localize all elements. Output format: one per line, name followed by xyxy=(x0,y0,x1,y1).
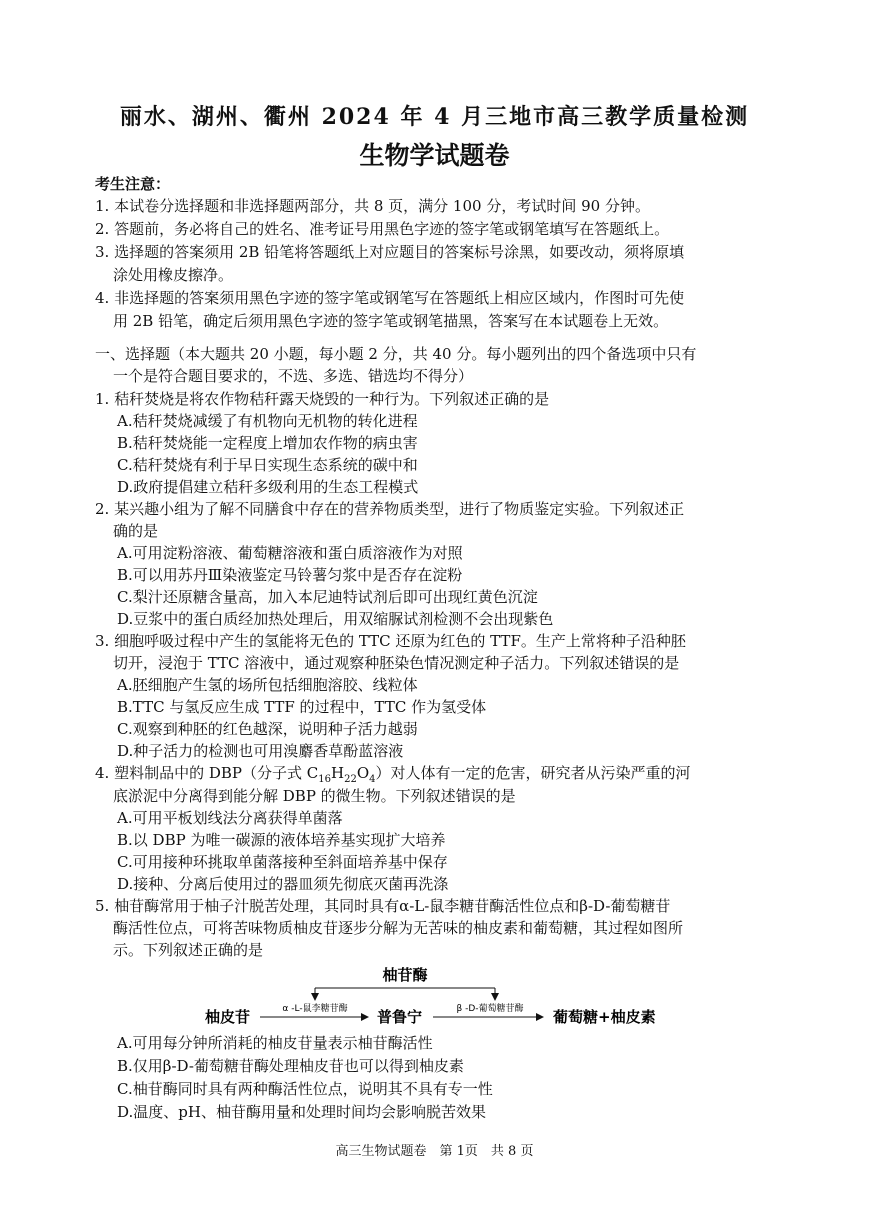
question-4-stem-cont: 底淤泥中分离得到能分解 DBP 的微生物。下列叙述错误的是 xyxy=(113,787,516,805)
question-3-stem: 3. 细胞呼吸过程中产生的氢能将无色的 TTC 还原为红色的 TTF。生产上常将种子沿种胚 xyxy=(95,632,686,650)
question-5-option-b: B.仅用β-D-葡萄糖苷酶处理柚皮苷也可以得到柚皮素 xyxy=(117,1057,464,1075)
question-3-option-d: D.种子活力的检测也可用溴麝香草酚蓝溶液 xyxy=(117,742,404,760)
question-2-option-c: C.梨汁还原糖含量高，加入本尼迪特试剂后即可出现红黄色沉淀 xyxy=(117,588,538,606)
question-4-option-c: C.可用接种环挑取单菌落接种至斜面培养基中保存 xyxy=(117,853,448,871)
question-2-option-b: B.可以用苏丹Ⅲ染液鉴定马铃薯匀浆中是否存在淀粉 xyxy=(117,566,463,584)
section-heading-cont: 一个是符合题目要求的，不选、多选、错选均不得分） xyxy=(113,367,474,385)
notice-item: 1. 本试卷分选择题和非选择题两部分，共 8 页，满分 100 分，考试时间 90 分钟。 xyxy=(95,197,650,215)
enzyme-pathway-diagram xyxy=(205,963,675,1033)
question-2-stem: 2. 某兴趣小组为了解不同膳食中存在的营养物质类型，进行了物质鉴定实验。下列叙述正 xyxy=(95,500,685,518)
notice-heading: 考生注意： xyxy=(95,175,171,193)
question-4-option-a: A.可用平板划线法分离获得单菌落 xyxy=(117,809,343,827)
question-3-option-a: A.胚细胞产生氢的场所包括细胞溶胶、线粒体 xyxy=(117,676,418,694)
question-4-option-b: B.以 DBP 为唯一碳源的液体培养基实现扩大培养 xyxy=(117,831,446,849)
page-footer: 高三生物试题卷 第 1页 共 8 页 xyxy=(335,1144,534,1159)
arrow1-label: α -L-鼠李糖苷酶 xyxy=(282,1004,348,1014)
question-5-stem: 5. 柚苷酶常用于柚子汁脱苦处理，其同时具有α-L-鼠李糖苷酶活性位点和β-D-葡萄糖苷 xyxy=(95,897,671,915)
enzyme-label: 柚苷酶 xyxy=(382,966,428,984)
notice-item-cont: 涂处用橡皮擦净。 xyxy=(113,266,234,284)
question-3-option-c: C.观察到种胚的红色越深，说明种子活力越弱 xyxy=(117,720,418,738)
question-5-option-c: C.柚苷酶同时具有两种酶活性位点，说明其不具有专一性 xyxy=(117,1080,493,1098)
question-3-option-b: B.TTC 与氢反应生成 TTF 的过程中，TTC 作为氢受体 xyxy=(117,698,487,716)
exam-title: 丽水、湖州、衢州 2024 年 4 月三地市高三教学质量检测 xyxy=(119,104,750,130)
question-5-option-d: D.温度、pH、柚苷酶用量和处理时间均会影响脱苦效果 xyxy=(117,1103,486,1121)
question-1-option-a: A.秸秆焚烧减缓了有机物向无机物的转化进程 xyxy=(117,412,418,430)
section-heading: 一、选择题（本大题共 20 小题，每小题 2 分，共 40 分。每小题列出的四个备选项中只有 xyxy=(95,345,697,363)
question-2-stem-cont: 确的是 xyxy=(113,522,159,540)
intermediate-label: 普鲁宁 xyxy=(377,1008,423,1026)
question-1-option-d: D.政府提倡建立秸秆多级利用的生态工程模式 xyxy=(117,478,419,496)
question-4-option-d: D.接种、分离后使用过的器皿须先彻底灭菌再洗涤 xyxy=(117,875,449,893)
product-label: 葡萄糖+柚皮素 xyxy=(553,1008,656,1026)
question-2-option-d: D.豆浆中的蛋白质经加热处理后，用双缩脲试剂检测不会出现紫色 xyxy=(117,610,554,628)
question-5-stem-cont: 示。下列叙述正确的是 xyxy=(113,941,264,959)
exam-subtitle: 生物学试题卷 xyxy=(359,141,510,170)
notice-item: 2. 答题前，务必将自己的姓名、准考证号用黑色字迹的签字笔或钢笔填写在答题纸上。 xyxy=(95,220,670,238)
question-5-stem-cont: 酶活性位点，可将苦味物质柚皮苷逐步分解为无苦味的柚皮素和葡萄糖，其过程如图所 xyxy=(113,919,684,937)
notice-item: 4. 非选择题的答案须用黑色字迹的签字笔或钢笔写在答题纸上相应区域内，作图时可先使 xyxy=(95,289,685,307)
question-1-option-b: B.秸秆焚烧能一定程度上增加农作物的病虫害 xyxy=(117,434,418,452)
arrow2-label: β -D-葡萄糖苷酶 xyxy=(456,1004,524,1014)
notice-item-cont: 用 2B 铅笔，确定后须用黑色字迹的签字笔或钢笔描黑，答案写在本试题卷上无效。 xyxy=(113,312,669,330)
question-1-stem: 1. 秸秆焚烧是将农作物秸秆露天烧毁的一种行为。下列叙述正确的是 xyxy=(95,390,550,408)
question-4-stem: 4. 塑料制品中的 DBP（分子式 $C_{16}H_{22}O_4$）对人体有一定的危害，研究者从污染严重的河 xyxy=(95,764,691,785)
notice-item: 3. 选择题的答案须用 2B 铅笔将答题纸上对应题目的答案标号涂黑，如要改动，须将原填 xyxy=(95,243,685,261)
question-3-stem-cont: 切开，浸泡于 TTC 溶液中，通过观察种胚染色情况测定种子活力。下列叙述错误的是 xyxy=(113,654,680,672)
substrate-label: 柚皮苷 xyxy=(205,1008,251,1026)
question-5-option-a: A.可用每分钟所消耗的柚皮苷量表示柚苷酶活性 xyxy=(117,1034,433,1052)
question-2-option-a: A.可用淀粉溶液、葡萄糖溶液和蛋白质溶液作为对照 xyxy=(117,544,463,562)
question-1-option-c: C.秸秆焚烧有利于早日实现生态系统的碳中和 xyxy=(117,456,418,474)
